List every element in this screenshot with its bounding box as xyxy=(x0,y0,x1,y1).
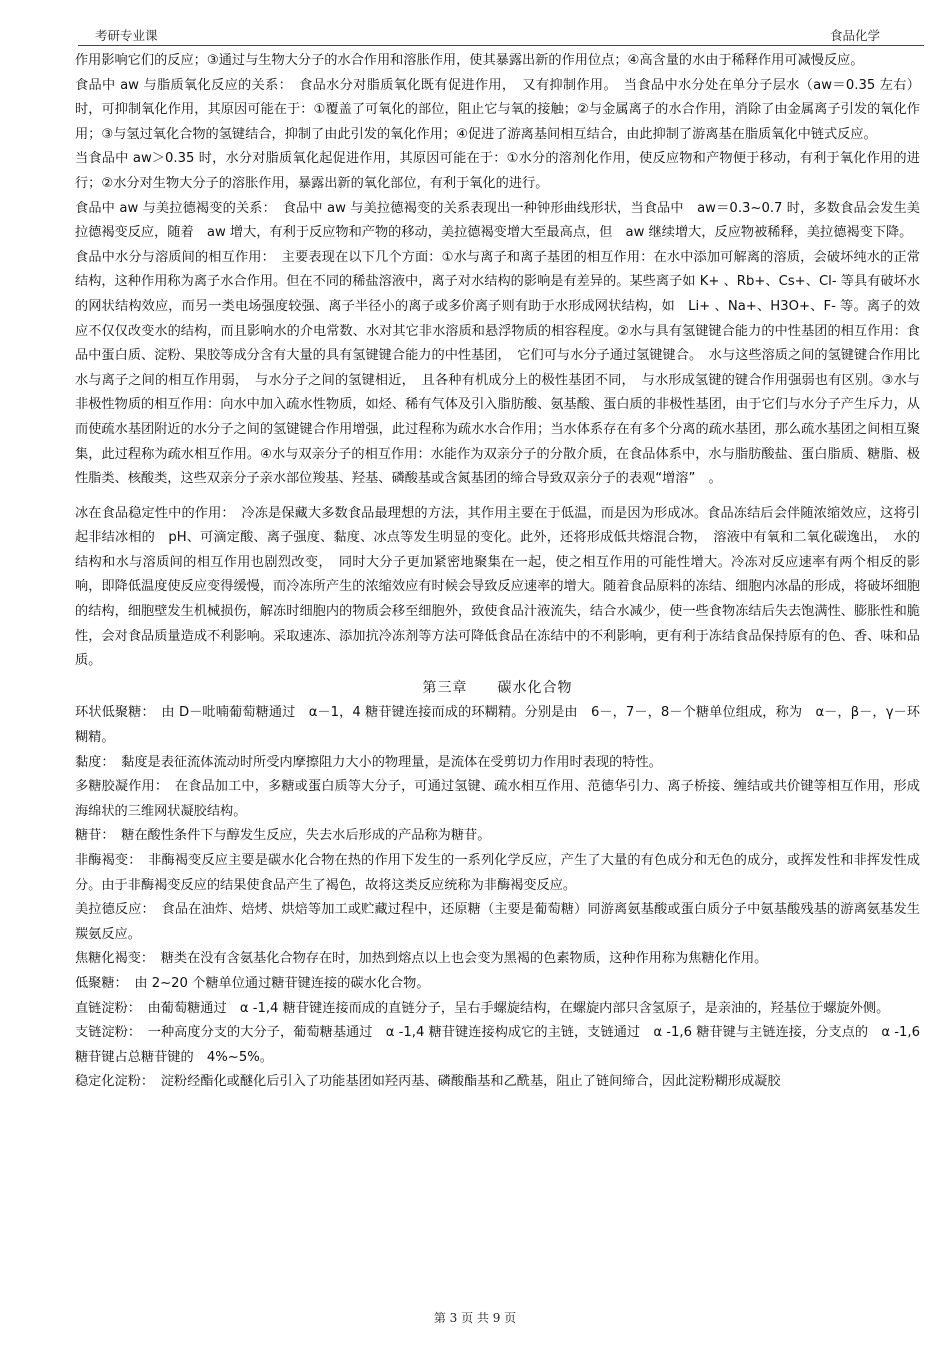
chapter-title: 第三章 碳水化合物 xyxy=(422,679,573,696)
definition-paragraph: 低聚糖： 由 2~20 个糖单位通过糖苷键连接的碳水化合物。 xyxy=(75,975,430,991)
page-number: 第 3 页 共 9 页 xyxy=(433,1311,517,1325)
paragraph: 冰在食品稳定性中的作用： 冷冻是保藏大多数食品最理想的方法，其作用主要在于低温，而是因为形成冰。食品冻结后会伴随浓缩效应，这将引起非结冰相的 pH、可滴定酸、离子强度、黏度、冰点等发生明显的变化。此外，还将形成低共熔混合物， 溶液中有氧和二氧化碳逸出， 水的结构和水与溶质间的相互作用也剧烈改变， 同时大分子更加紧密地聚集在一起，使之相互作用的可能性增大。冷冻对反应速率有两个相反的影响，即降低温度使反应变得缓慢，而冷冻所产生的浓缩效应有时候会导致反应速率的增大。随着食品原料的冻结、细胞内冰晶的形成，将破坏细胞的结构，细胞壁发生机械损伤，解冻时细胞内的物质会移至细胞外，致使食品汁液流失，结合水减少，使一些食物冻结后失去饱满性、膨胀性和脆性，会对食品质量造成不利影响。采取速冻、添加抗冷冻剂等方法可降低食品在冻结中的不利影响，更有利于冻结食品保持原有的色、香、味和品质。 xyxy=(75,505,920,669)
definition-paragraph: 支链淀粉： 一种高度分支的大分子，葡萄糖基通过 α -1,4 糖苷键连接构成它的主链，支链通过 α -1,6 糖苷键与主链连接，分支点的 α -1,6 糖苷键占总糖苷键的 4%~5%。 xyxy=(75,1025,920,1065)
paragraph: 食品中 aw 与脂质氧化反应的关系： 食品水分对脂质氧化既有促进作用， 又有抑制作用。 当食品中水分处在单分子层水（aw＝0.35 左右）时，可抑制氧化作用，其原因可能在于：①覆盖了可氧化的部位，阻止它与氧的接触；②与金属离子的水合作用，消除了由金属离子引发的氧化作用；③与氢过氧化合物的氢键结合，抑制了由此引发的氧化作用；④促进了游离基间相互结合，由此抑制了游离基在脂质氧化中链式反应。 xyxy=(75,77,920,142)
paragraph: 食品中 aw 与美拉德褐变的关系： 食品中 aw 与美拉德褐变的关系表现出一种钟形曲线形状，当食品中 aw＝0.3~0.7 时，多数食品会发生美拉德褐变反应，随着 aw 增大，有利于反应物和产物的移动，美拉德褐变增大至最高点，但 aw 继续增大，反应物被稀释，美拉德褐变下降。 xyxy=(75,200,920,241)
definition-paragraph: 多糖胶凝作用： 在食品加工中，多糖或蛋白质等大分子，可通过氢键、疏水相互作用、范德华引力、离子桥接、缠结或共价键等相互作用，形成海绵状的三维网状凝胶结构。 xyxy=(75,779,920,819)
header-rule xyxy=(78,45,924,46)
definition-paragraph: 美拉德反应： 食品在油炸、焙烤、烘焙等加工或贮藏过程中，还原糖（主要是葡萄糖）同游离氨基酸或蛋白质分子中氨基酸残基的游离氨基发生羰氨反应。 xyxy=(75,902,920,942)
definition-paragraph: 直链淀粉： 由葡萄糖通过 α -1,4 糖苷键连接而成的直链分子，呈右手螺旋结构，在螺旋内部只含氢原子，是亲油的，羟基位于螺旋外侧。 xyxy=(75,1000,890,1016)
page-body xyxy=(75,49,920,1095)
definition-paragraph: 非酶褐变： 非酶褐变反应主要是碳水化合物在热的作用下发生的一系列化学反应，产生了大量的有色成分和无色的成分，或挥发性和非挥发性成分。由于非酶褐变反应的结果使食品产生了褐色，故将这类反应统称为非酶褐变反应。 xyxy=(75,853,920,893)
spacer xyxy=(75,492,920,502)
definition-paragraph: 焦糖化褐变： 糖类在没有含氨基化合物存在时，加热到熔点以上也会变为黑褐的色素物质，这种作用称为焦糖化作用。 xyxy=(75,951,768,967)
header-right: 食品化学 xyxy=(829,28,880,43)
definition-paragraph: 稳定化淀粉： 淀粉经酯化或醚化后引入了功能基团如羟丙基、磷酸酯基和乙酰基，阻止了链间缔合，因此淀粉糊形成凝胶 xyxy=(75,1074,781,1090)
paragraph: 食品中水分与溶质间的相互作用： 主要表现在以下几个方面：①水与离子和离子基团的相互作用：在水中添加可解离的溶质，会破坏纯水的正常结构，这种作用称为离子水合作用。但在不同的稀盐溶液中，离子对水结构的影响是有差异的。某些离子如 K+ 、Rb+、Cs+、Cl- 等具有破坏水的网状结构效应，而另一类电场强度较强、离子半径小的离子或多价离子则有助于水形成网状结构，如 Li+ 、Na+、H3O+、F- 等。离子的效应不仅仅改变水的结构，而且影响水的介电常数、水对其它非水溶质和悬浮物质的相容程度。②水与具有氢键键合能力的中性基团的相互作用：食品中蛋白质、淀粉、果胶等成分含有大量的具有氢键键合能力的中性基团， 它们可与水分子通过氢键键合。 水与这些溶质之间的氢键键合作用比水与离子之间的相互作用弱， 与水分子之间的氢键相近， 且各种有机成分上的极性基团不同， 与水形成氢键的键合作用强弱也有区别。③水与非极性物质的相互作用：向水中加入疏水性物质，如烃、稀有气体及引入脂肪酸、氨基酸、蛋白质的非极性基团，由于它们与水分子产生斥力，从而使疏水基团附近的水分子之间的氢键键合作用增强，此过程称为疏水水合作用；当水体系存在有多个分离的疏水基团，那么疏水基团之间相互聚集，此过程称为疏水相互作用。④水与双亲分子的相互作用：水能作为双亲分子的分散介质，在食品体系中，水与脂肪酸盐、蛋白脂质、糖脂、极性脂类、核酸类，这些双亲分子亲水部位羧基、羟基、磷酸基或含氮基团的缔合导致双亲分子的表观“增溶” 。 xyxy=(75,249,921,487)
header-left: 考研专业课 xyxy=(95,28,158,43)
definition-paragraph: 环状低聚糖： 由 D－吡喃葡萄糖通过 α－1，4 糖苷键连接而成的环糊精。分别是由 6－，7－，8－个糖单位组成，称为 α－，β－，γ－环糊精。 xyxy=(75,705,920,746)
paragraph: 当食品中 aw＞0.35 时，水分对脂质氧化起促进作用，其原因可能在于：①水分的溶剂化作用，使反应物和产物便于移动，有利于氧化作用的进行；②水分对生物大分子的溶胀作用，暴露出新的氧化部位，有利于氧化的进行。 xyxy=(75,151,920,191)
paragraph: 作用影响它们的反应；③通过与生物大分子的水合作用和溶胀作用，使其暴露出新的作用位点；④高含量的水由于稀释作用可减慢反应。 xyxy=(75,53,864,68)
definition-paragraph: 黏度： 黏度是表征流体流动时所受内摩擦阻力大小的物理量，是流体在受剪切力作用时表现的特性。 xyxy=(75,754,662,770)
definition-paragraph: 糖苷： 糖在酸性条件下与醇发生反应，失去水后形成的产品称为糖苷。 xyxy=(75,828,491,844)
